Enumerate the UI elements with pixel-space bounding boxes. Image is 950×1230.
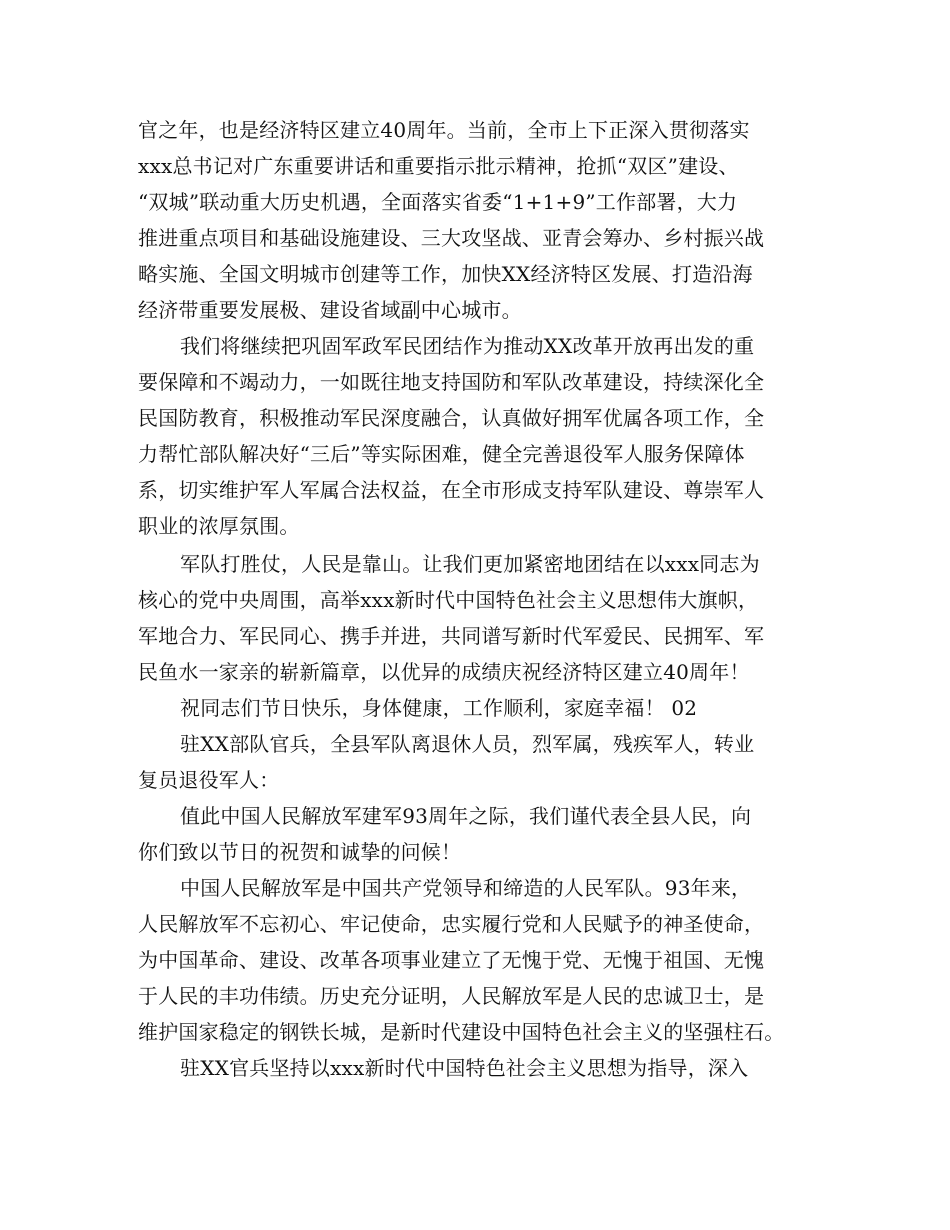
paragraph-line: 祝同志们节日快乐，身体健康，工作顺利，家庭幸福！ 02 <box>180 696 698 720</box>
paragraph-line: 驻XX部队官兵，全县军队离退休人员，烈军属，残疾军人，转业 <box>180 732 755 756</box>
paragraph-line: 略实施、全国文明城市创建等工作，加快XX经济特区发展、打造沿海 <box>138 262 753 286</box>
paragraph-line: xxx总书记对广东重要讲话和重要指示批示精神，抢抓“双区”建设、 <box>138 154 739 178</box>
paragraph-line: 民鱼水一家亲的崭新篇章，以优异的成绩庆祝经济特区建立40周年！ <box>138 660 750 684</box>
paragraph-line: 值此中国人民解放军建军93周年之际，我们谨代表全县人民，向 <box>180 804 752 828</box>
paragraph-line: 职业的浓厚氛围。 <box>138 514 300 538</box>
paragraph-line: 维护国家稳定的钢铁长城，是新时代建设中国特色社会主义的坚强柱石。 <box>138 1020 785 1044</box>
paragraph-line: 官之年，也是经济特区建立40周年。当前，全市上下正深入贯彻落实 <box>138 118 750 142</box>
paragraph-line: 为中国革命、建设、改革各项事业建立了无愧于党、无愧于祖国、无愧 <box>138 948 765 972</box>
paragraph-line: 力帮忙部队解决好“三后”等实际困难，健全完善退役军人服务保障体 <box>138 442 745 466</box>
paragraph-line: 人民解放军不忘初心、牢记使命，忠实履行党和人民赋予的神圣使命， <box>138 912 765 936</box>
paragraph-line: “双城”联动重大历史机遇，全面落实省委“1+1+9”工作部署，大力 <box>138 190 738 214</box>
paragraph-line: 我们将继续把巩固军政军民团结作为推动XX改革开放再出发的重 <box>180 334 755 358</box>
paragraph-line: 于人民的丰功伟绩。历史充分证明，人民解放军是人民的忠诚卫士，是 <box>138 984 765 1008</box>
paragraph-line: 你们致以节日的祝贺和诚挚的问候！ <box>138 840 462 864</box>
paragraph-line: 军队打胜仗，人民是靠山。让我们更加紧密地团结在以xxx同志为 <box>180 552 760 576</box>
paragraph-line: 民国防教育，积极推动军民深度融合，认真做好拥军优属各项工作，全 <box>138 406 765 430</box>
paragraph-line: 驻XX官兵坚持以xxx新时代中国特色社会主义思想为指导，深入 <box>180 1056 749 1080</box>
paragraph-line: 军地合力、军民同心、携手并进，共同谱写新时代军爱民、民拥军、军 <box>138 624 765 648</box>
paragraph-line: 要保障和不竭动力，一如既往地支持国防和军队改革建设，持续深化全 <box>138 370 765 394</box>
paragraph-line: 复员退役军人： <box>138 768 280 792</box>
paragraph-line: 推进重点项目和基础设施建设、三大攻坚战、亚青会筹办、乡村振兴战 <box>138 226 765 250</box>
paragraph-line: 系，切实维护军人军属合法权益，在全市形成支持军队建设、尊崇军人 <box>138 478 765 502</box>
paragraph-line: 经济带重要发展极、建设省域副中心城市。 <box>138 298 522 322</box>
paragraph-line: 中国人民解放军是中国共产党领导和缔造的人民军队。93年来， <box>180 876 752 900</box>
paragraph-line: 核心的党中央周围，高举xxx新时代中国特色社会主义思想伟大旗帜， <box>138 588 759 612</box>
